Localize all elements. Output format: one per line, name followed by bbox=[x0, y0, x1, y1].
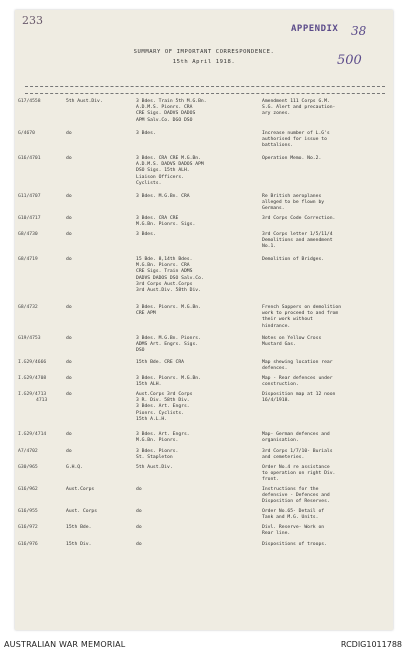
entry-addressees bbox=[136, 376, 256, 388]
subject-line: No.1. bbox=[262, 244, 277, 250]
subject-line: Dispositions of troops. bbox=[262, 542, 327, 547]
reference-number: G/4670 bbox=[18, 131, 35, 136]
addressee-line: 3 Bdes. bbox=[136, 232, 156, 237]
entry-from: do bbox=[66, 376, 72, 381]
addressee-line: 15th A.L.H. bbox=[136, 416, 168, 422]
entry-from: do bbox=[66, 194, 72, 199]
entry-subject bbox=[262, 465, 392, 484]
addressee-line: CRE Sigs. DADVS DADOS bbox=[136, 111, 196, 117]
appendix-number: 38 bbox=[351, 24, 367, 38]
addressee-line: ADMS Art. Engrs. Sigs. bbox=[136, 342, 199, 348]
entry-subject bbox=[262, 392, 392, 404]
entry-reference bbox=[18, 232, 62, 238]
entry-subject bbox=[262, 376, 392, 388]
entry-reference bbox=[18, 194, 62, 200]
entry-subject bbox=[262, 449, 392, 461]
entry-from: do bbox=[66, 305, 72, 310]
reference-number: G16/962 bbox=[18, 487, 38, 492]
entry-addressees bbox=[136, 525, 256, 531]
entry-from: do bbox=[66, 432, 72, 437]
addressee-line: 3 Bdes. Art. Engrs. bbox=[136, 404, 190, 410]
reference-number: G30/965 bbox=[18, 465, 38, 470]
reference-number: I.G29/4666 bbox=[18, 360, 47, 365]
subject-line: Order No.4 re assistance bbox=[262, 465, 330, 470]
entry-reference bbox=[18, 432, 62, 438]
addressee-line: 3rd Corps Aust.Corps bbox=[136, 281, 193, 287]
subject-line: defences. bbox=[262, 366, 288, 372]
subject-line: 16/4/1918. bbox=[262, 398, 291, 404]
entry-subject bbox=[262, 232, 392, 251]
entry-addressees bbox=[136, 194, 256, 200]
addressee-line: 3 Bdes. M.G.Bn. CRA bbox=[136, 194, 190, 199]
entry-addressees bbox=[136, 542, 256, 548]
entry-addressees bbox=[136, 336, 256, 355]
subject-line: authorised for issue to bbox=[262, 137, 327, 143]
subject-line: 3rd Corps letter 1/5/11/4 bbox=[262, 232, 333, 237]
subject-line: Disposition map at 12 noon bbox=[262, 392, 336, 397]
addressee-line: do bbox=[136, 542, 142, 547]
entry-from: Aust. Corps bbox=[66, 509, 98, 514]
subject-line: Map - Rear defences under bbox=[262, 376, 333, 381]
entry-addressees bbox=[136, 432, 256, 444]
subject-line: Re British aeroplanes bbox=[262, 194, 322, 199]
reference-number: G19/4753 bbox=[18, 336, 41, 341]
subject-line: Germans. bbox=[262, 206, 285, 212]
subject-line: Map shewing location rear bbox=[262, 360, 333, 365]
subject-line: work to proceed to and from bbox=[262, 311, 339, 317]
subject-line: Disposition of Reserves. bbox=[262, 499, 330, 505]
addressee-line: 3 Bdes. Pionrs. bbox=[136, 449, 179, 454]
reference-number: G8/4730 bbox=[18, 232, 38, 237]
subject-line: Rear line. bbox=[262, 531, 291, 537]
subject-line: ary zones. bbox=[262, 111, 291, 117]
addressee-line: 15 Bde. 8,14th Bdes. bbox=[136, 257, 193, 262]
subject-line: front. bbox=[262, 477, 279, 483]
reference-number: G16/972 bbox=[18, 525, 38, 530]
reference-number: G16/976 bbox=[18, 542, 38, 547]
addressee-line: A.D.M.S. DADVS DADOS APM bbox=[136, 162, 204, 168]
subject-line: their work without bbox=[262, 317, 313, 323]
entry-from: G.H.Q. bbox=[66, 465, 83, 470]
addressee-line: DSO Sigs. 15th ALH. bbox=[136, 168, 190, 174]
entry-addressees bbox=[136, 257, 256, 294]
entry-subject bbox=[262, 542, 392, 548]
addressee-line: CRE Sigs. Train ADMS bbox=[136, 269, 193, 275]
institution-credit: AUSTRALIAN WAR MEMORIAL bbox=[4, 640, 126, 649]
addressee-line: Aust.Corps 3rd Corps bbox=[136, 392, 193, 397]
entry-addressees bbox=[136, 449, 256, 461]
subject-line: Order No.65- Detail of bbox=[262, 509, 325, 514]
entry-subject bbox=[262, 509, 392, 521]
addressee-line: Liaison Officers. bbox=[136, 174, 184, 180]
addressee-line: Cyclists. bbox=[136, 180, 162, 186]
subject-line: hindrance. bbox=[262, 323, 291, 329]
subject-line: French Sappers on demolition bbox=[262, 305, 342, 310]
document-title: SUMMARY OF IMPORTANT CORRESPONDENCE. bbox=[133, 49, 275, 55]
entry-from: do bbox=[66, 131, 72, 136]
subject-line: battalions. bbox=[262, 143, 294, 149]
entry-reference bbox=[18, 465, 62, 471]
addressee-line: M.G.Bn. Pionrs. Sigs. bbox=[136, 222, 196, 228]
subject-line: Divl. Reserve- Work on bbox=[262, 525, 325, 530]
addressee-line: DADVS DADOS DSO Salv.Co. bbox=[136, 275, 204, 281]
addressee-line: 3 Bdes. CRA CRE M.G.Bn. bbox=[136, 156, 201, 161]
entry-reference bbox=[18, 99, 62, 105]
entry-from: do bbox=[66, 336, 72, 341]
entry-addressees bbox=[136, 360, 256, 366]
entry-from: do bbox=[66, 216, 72, 221]
page-number: 500 bbox=[337, 53, 362, 68]
subject-line: Map- German defences and bbox=[262, 432, 330, 437]
addressee-line: M.G.Bn. Pionrs. CRA bbox=[136, 263, 190, 269]
entry-from: 15th Bde. bbox=[66, 525, 92, 530]
header-divider bbox=[25, 86, 385, 87]
entry-subject bbox=[262, 305, 392, 330]
entry-subject bbox=[262, 194, 392, 213]
addressee-line: 3 Bdes. Train 5th M.G.Bn. bbox=[136, 99, 207, 104]
subject-line: Increase number of L.G's bbox=[262, 131, 330, 136]
subject-line: 3rd Corps 1/7/10- Burials bbox=[262, 449, 333, 454]
reference-number: G8/4732 bbox=[18, 305, 38, 310]
reference-number: G8/4719 bbox=[18, 257, 38, 262]
entry-reference bbox=[18, 509, 62, 515]
addressee-line: 3 Bdes. M.G.Bn. Pionrs. bbox=[136, 336, 201, 341]
reference-number: G17/4558 bbox=[18, 99, 41, 104]
addressee-line: 3 Bdes. bbox=[136, 131, 156, 136]
header-divider bbox=[25, 93, 385, 94]
entry-reference bbox=[18, 449, 62, 455]
addressee-line: 3 R. Div. 58th Div. bbox=[136, 398, 190, 404]
addressee-line: 3 Bdes. Pionrs. M.G.Bn. bbox=[136, 376, 201, 381]
entry-addressees bbox=[136, 305, 256, 317]
subject-line: defensive - Defences and bbox=[262, 493, 330, 499]
subject-line: Mustard Gas. bbox=[262, 342, 296, 348]
reference-number: G16/955 bbox=[18, 509, 38, 514]
subject-line: construction. bbox=[262, 382, 299, 388]
entry-from: do bbox=[66, 449, 72, 454]
entry-reference bbox=[18, 487, 62, 493]
reference-number: I.G29/4714 bbox=[18, 432, 47, 437]
document-date: 15th April 1918. bbox=[172, 59, 236, 65]
entry-addressees bbox=[136, 232, 256, 238]
entry-from: 15th Div. bbox=[66, 542, 92, 547]
record-id: RCDIG1011788 bbox=[340, 640, 402, 649]
entry-reference bbox=[18, 257, 62, 263]
subject-line: organisation. bbox=[262, 438, 299, 444]
subject-line: Instructions for the bbox=[262, 487, 319, 492]
entry-from: Aust.Corps bbox=[66, 487, 95, 492]
entry-subject bbox=[262, 525, 392, 537]
entry-from: do bbox=[66, 232, 72, 237]
entry-subject bbox=[262, 131, 392, 150]
entry-reference bbox=[18, 216, 62, 222]
addressee-line: APM Salv.Co. DGO DSO bbox=[136, 117, 193, 123]
addressee-line: St. Stapleton bbox=[136, 455, 173, 461]
entry-from: do bbox=[66, 360, 72, 365]
entry-subject bbox=[262, 487, 392, 506]
entry-addressees bbox=[136, 487, 256, 493]
addressee-line: DSO bbox=[136, 348, 145, 354]
addressee-line: do bbox=[136, 525, 142, 530]
reference-number: I.G29/4713 bbox=[18, 392, 47, 397]
entry-subject bbox=[262, 99, 392, 118]
subject-line: Demolition of Bridges. bbox=[262, 257, 325, 262]
entry-from: 5th Aust.Div. bbox=[66, 99, 103, 104]
entry-subject bbox=[262, 257, 392, 263]
reference-number-secondary: 4713 bbox=[36, 398, 48, 404]
addressee-line: A.D.M.S. Pionrs. CRA bbox=[136, 105, 193, 111]
entry-subject bbox=[262, 216, 392, 222]
entry-subject bbox=[262, 432, 392, 444]
addressee-line: 15th Bde. CRE CRA bbox=[136, 360, 184, 365]
entry-reference bbox=[18, 131, 62, 137]
entry-reference bbox=[18, 525, 62, 531]
addressee-line: 3rd Aust.Div. 58th Div. bbox=[136, 288, 201, 294]
reference-number: G10/4717 bbox=[18, 216, 41, 221]
subject-line: Operation Memo. No.2. bbox=[262, 156, 322, 161]
entry-from: do bbox=[66, 257, 72, 262]
subject-line: S.G. Alert and precaution- bbox=[262, 105, 336, 111]
reference-number: I.G29/4708 bbox=[18, 376, 47, 381]
folio-number: 233 bbox=[22, 14, 43, 27]
subject-line: alleged to be flown by bbox=[262, 200, 325, 206]
entry-subject bbox=[262, 360, 392, 372]
entry-reference bbox=[18, 305, 62, 311]
subject-line: Amendment 111 Corps G.M. bbox=[262, 99, 330, 104]
entry-addressees bbox=[136, 509, 256, 515]
subject-line: to operation on right Div. bbox=[262, 471, 336, 477]
subject-line: 3rd Corps Code Correction. bbox=[262, 216, 336, 221]
entry-reference bbox=[18, 336, 62, 342]
addressee-line: 3 Bdes. Art. Engrs. bbox=[136, 432, 190, 437]
appendix-stamp: APPENDIX bbox=[291, 24, 339, 34]
addressee-line: 3 Bdes. Pionrs. M.G.Bn. bbox=[136, 305, 201, 310]
entry-reference bbox=[18, 376, 62, 382]
subject-line: and cemeteries. bbox=[262, 455, 305, 461]
subject-line: Notes on Yellow Cross bbox=[262, 336, 322, 341]
entry-subject bbox=[262, 156, 392, 162]
subject-line: Demolitions and amendment bbox=[262, 238, 333, 244]
entry-addressees bbox=[136, 131, 256, 137]
entry-addressees bbox=[136, 156, 256, 187]
entry-from: do bbox=[66, 392, 72, 397]
entry-reference bbox=[18, 156, 62, 162]
entry-reference bbox=[18, 392, 62, 404]
addressee-line: 3 Bdes. CRA CRE bbox=[136, 216, 179, 221]
entry-from: do bbox=[66, 156, 72, 161]
addressee-line: 5th Aust.Div. bbox=[136, 465, 173, 470]
addressee-line: Pionrs. Cyclists. bbox=[136, 410, 184, 416]
reference-number: G11/4707 bbox=[18, 194, 41, 199]
addressee-line: M.G.Bn. Pionrs. bbox=[136, 438, 179, 444]
entry-addressees bbox=[136, 216, 256, 228]
reference-number: A7/4702 bbox=[18, 449, 38, 454]
subject-line: Tank and M.G. Units. bbox=[262, 515, 319, 521]
entry-subject bbox=[262, 336, 392, 348]
entry-addressees bbox=[136, 99, 256, 124]
entry-addressees bbox=[136, 392, 256, 423]
entry-reference bbox=[18, 360, 62, 366]
entry-addressees bbox=[136, 465, 256, 471]
addressee-line: do bbox=[136, 509, 142, 514]
addressee-line: CRE APM bbox=[136, 311, 156, 317]
addressee-line: do bbox=[136, 487, 142, 492]
addressee-line: 15th ALH. bbox=[136, 382, 162, 388]
entry-reference bbox=[18, 542, 62, 548]
reference-number: G16/4701 bbox=[18, 156, 41, 161]
